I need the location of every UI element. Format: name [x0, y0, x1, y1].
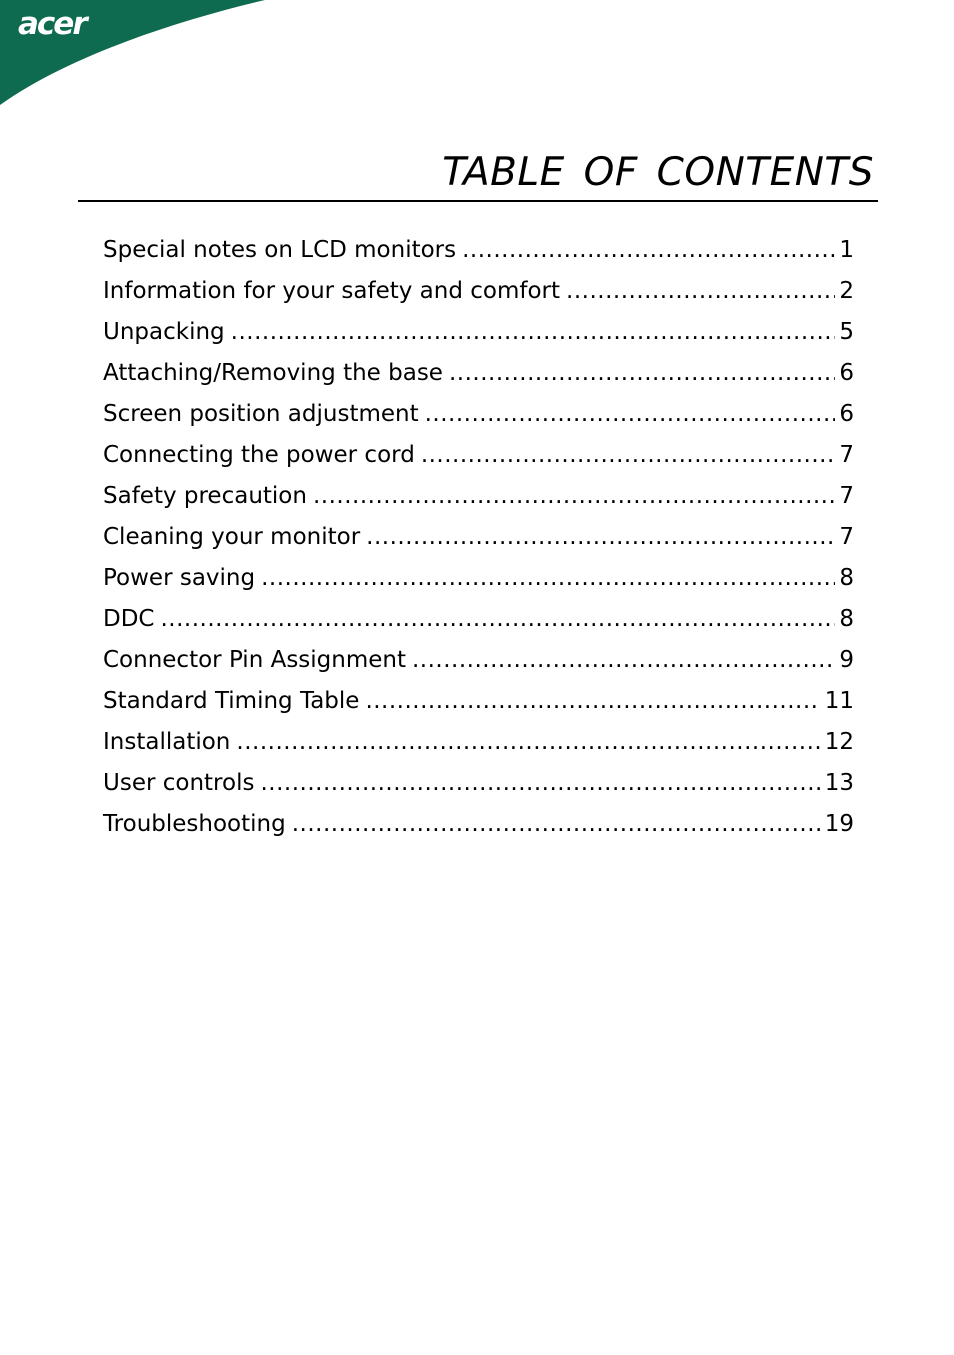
toc-leader [462, 237, 835, 263]
toc-label: Connector Pin Assignment [103, 647, 406, 673]
brand-banner [0, 0, 270, 110]
toc-page-number: 9 [839, 647, 854, 673]
toc-list [103, 237, 854, 852]
toc-item[interactable] [103, 565, 854, 606]
page-title: TABLE OF CONTENTS [442, 150, 874, 195]
toc-page-number: 8 [839, 565, 854, 591]
toc-label: Safety precaution [103, 483, 307, 509]
toc-item[interactable] [103, 319, 854, 360]
toc-label: DDC [103, 606, 155, 632]
toc-page-number: 7 [839, 483, 854, 509]
toc-page-number: 12 [824, 729, 854, 755]
toc-page-number: 7 [839, 442, 854, 468]
toc-page-number: 5 [839, 319, 854, 345]
toc-page-number: 7 [839, 524, 854, 550]
toc-leader [449, 360, 835, 386]
toc-page-number: 19 [824, 811, 854, 837]
toc-leader [421, 442, 836, 468]
toc-label: Special notes on LCD monitors [103, 237, 457, 263]
toc-page-number: 8 [839, 606, 854, 632]
toc-leader [160, 606, 835, 632]
toc-item[interactable] [103, 811, 854, 852]
toc-page-number: 6 [839, 401, 854, 427]
toc-leader [260, 770, 820, 796]
toc-item[interactable] [103, 729, 854, 770]
toc-item[interactable] [103, 237, 854, 278]
toc-page-number: 13 [824, 770, 854, 796]
toc-leader [412, 647, 835, 673]
toc-item[interactable] [103, 524, 854, 565]
toc-label: Attaching/Removing the base [103, 360, 443, 386]
toc-leader [566, 278, 835, 304]
toc-leader [365, 688, 820, 714]
toc-label: Information for your safety and comfort [103, 278, 561, 304]
toc-leader [313, 483, 835, 509]
toc-leader [261, 565, 835, 591]
toc-leader [425, 401, 836, 427]
toc-label: User controls [103, 770, 255, 796]
toc-page-number: 2 [839, 278, 854, 304]
toc-item[interactable] [103, 401, 854, 442]
toc-item[interactable] [103, 688, 854, 729]
toc-label: Screen position adjustment [103, 401, 419, 427]
toc-page-number: 1 [839, 237, 854, 263]
toc-item[interactable] [103, 278, 854, 319]
toc-leader [231, 319, 836, 345]
toc-label: Standard Timing Table [103, 688, 360, 714]
toc-leader [236, 729, 820, 755]
toc-label: Cleaning your monitor [103, 524, 361, 550]
toc-item[interactable] [103, 606, 854, 647]
toc-item[interactable] [103, 483, 854, 524]
toc-page-number: 11 [824, 688, 854, 714]
toc-label: Installation [103, 729, 231, 755]
title-divider [78, 200, 878, 202]
toc-item[interactable] [103, 360, 854, 401]
toc-label: Power saving [103, 565, 256, 591]
toc-label: Troubleshooting [103, 811, 286, 837]
toc-label: Unpacking [103, 319, 225, 345]
toc-item[interactable] [103, 770, 854, 811]
toc-item[interactable] [103, 442, 854, 483]
toc-label: Connecting the power cord [103, 442, 415, 468]
toc-item[interactable] [103, 647, 854, 688]
acer-logo: acer [18, 6, 86, 42]
toc-leader [292, 811, 821, 837]
toc-page-number: 6 [839, 360, 854, 386]
toc-leader [366, 524, 835, 550]
